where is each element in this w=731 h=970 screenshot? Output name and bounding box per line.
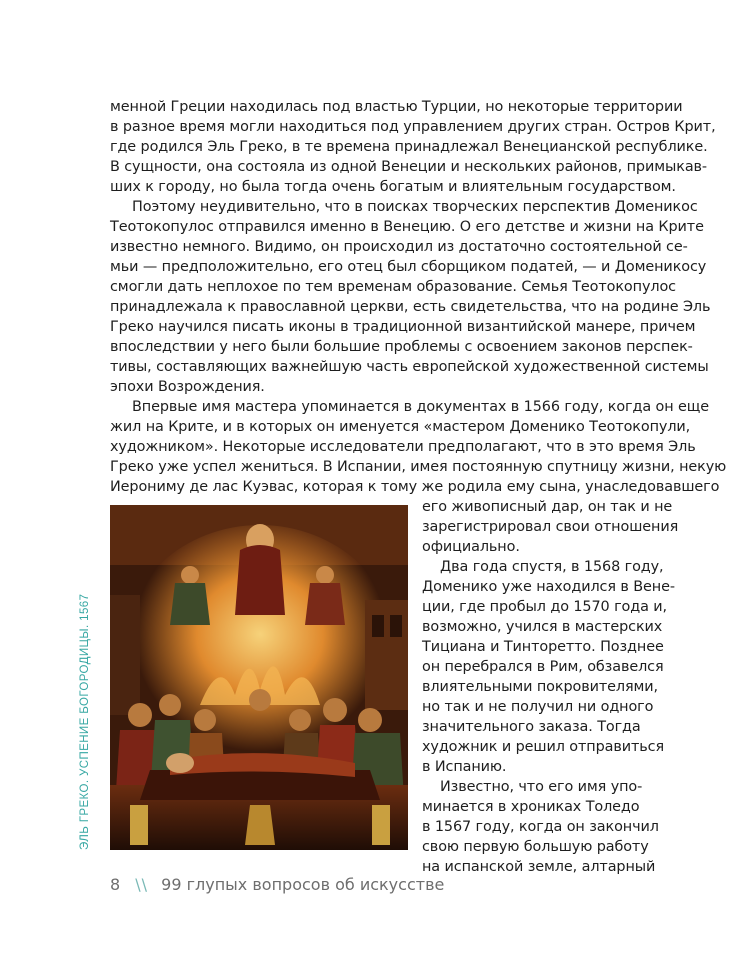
text-line: в 1567 году, когда он закончил [422, 819, 659, 835]
text-line: минается в хрониках Толедо [422, 799, 640, 815]
text-line: Известно, что его имя упо- [440, 779, 643, 795]
text-line: влиятельными покровителями, [422, 679, 659, 695]
picture-caption: ЭЛЬ ГРЕКО. УСПЕНИЕ БОГОРОДИЦЫ. 1567 [79, 593, 91, 850]
painting-image [110, 505, 408, 850]
text-line: в Испанию. [422, 759, 507, 775]
text-line: В сущности, она состояла из одной Венеции и нескольких районов, примыкав- [110, 159, 708, 175]
text-line: на испанской земле, алтарный [422, 859, 656, 875]
text-line: официально. [422, 539, 520, 555]
page-footer [110, 875, 444, 895]
text-line: где родился Эль Греко, в те времена принадлежал Венецианской республике. [110, 139, 708, 155]
text-line: впоследствии у него были большие проблемы с освоением законов перспек- [110, 339, 693, 355]
text-line: Иерониму де лас Куэвас, которая к тому же родила ему сына, унаследовавшего [110, 479, 720, 495]
text-line: Теотокопулос отправился именно в Венецию. О его детстве и жизни на Крите [110, 219, 704, 235]
text-line: значительного заказа. Тогда [422, 719, 641, 735]
book-title: 99 глупых вопросов об искусстве [161, 875, 445, 894]
text-line: зарегистрировал свои отношения [422, 519, 679, 535]
text-line: ции, где пробыл до 1570 года и, [422, 599, 668, 615]
text-line: Два года спустя, в 1568 году, [440, 559, 664, 575]
text-line: известно немного. Видимо, он происходил из достаточно состоятельной се- [110, 239, 688, 255]
text-line: свою первую большую работу [422, 839, 649, 855]
text-line: тивы, составляющих важнейшую часть европейской художественной системы [110, 359, 709, 375]
text-line: смогли дать неплохое по тем временам образование. Семья Теотокопулос [110, 279, 676, 295]
text-line: менной Греции находилась под властью Турции, но некоторые территории [110, 99, 683, 115]
text-line: Тициана и Тинторетто. Позднее [422, 639, 664, 655]
text-line: Доменико уже находился в Вене- [422, 579, 675, 595]
text-line: художником». Некоторые исследователи предполагают, что в это время Эль [110, 439, 696, 455]
text-line: жил на Крите, и в которых он именуется «мастером Доменико Теотокопули, [110, 419, 691, 435]
footer-separator: \\ [135, 875, 149, 894]
text-line: ших к городу, но была тогда очень богатым и влиятельным государством. [110, 179, 676, 195]
text-line: Греко научился писать иконы в традиционной византийской манере, причем [110, 319, 696, 335]
text-line: Поэтому неудивительно, что в поисках творческих перспектив Доменикос [132, 199, 698, 215]
text-line: мьи — предположительно, его отец был сборщиком податей, — и Доменикосу [110, 259, 707, 275]
text-line: в разное время могли находиться под управлением других стран. Остров Крит, [110, 119, 716, 135]
text-line: его живописный дар, он так и не [422, 499, 673, 515]
text-line: художник и решил отправиться [422, 739, 665, 755]
text-line: принадлежала к православной церкви, есть свидетельства, что на родине Эль [110, 299, 711, 315]
page-number: 8 [110, 875, 121, 894]
text-line: он перебрался в Рим, обзавелся [422, 659, 664, 675]
text-line: Впервые имя мастера упоминается в документах в 1566 году, когда он еще [132, 399, 709, 415]
text-line: возможно, учился в мастерских [422, 619, 663, 635]
text-line: но так и не получил ни одного [422, 699, 654, 715]
text-line: эпохи Возрождения. [110, 379, 265, 395]
text-line: Греко уже успел жениться. В Испании, имея постоянную спутницу жизни, некую [110, 459, 727, 475]
